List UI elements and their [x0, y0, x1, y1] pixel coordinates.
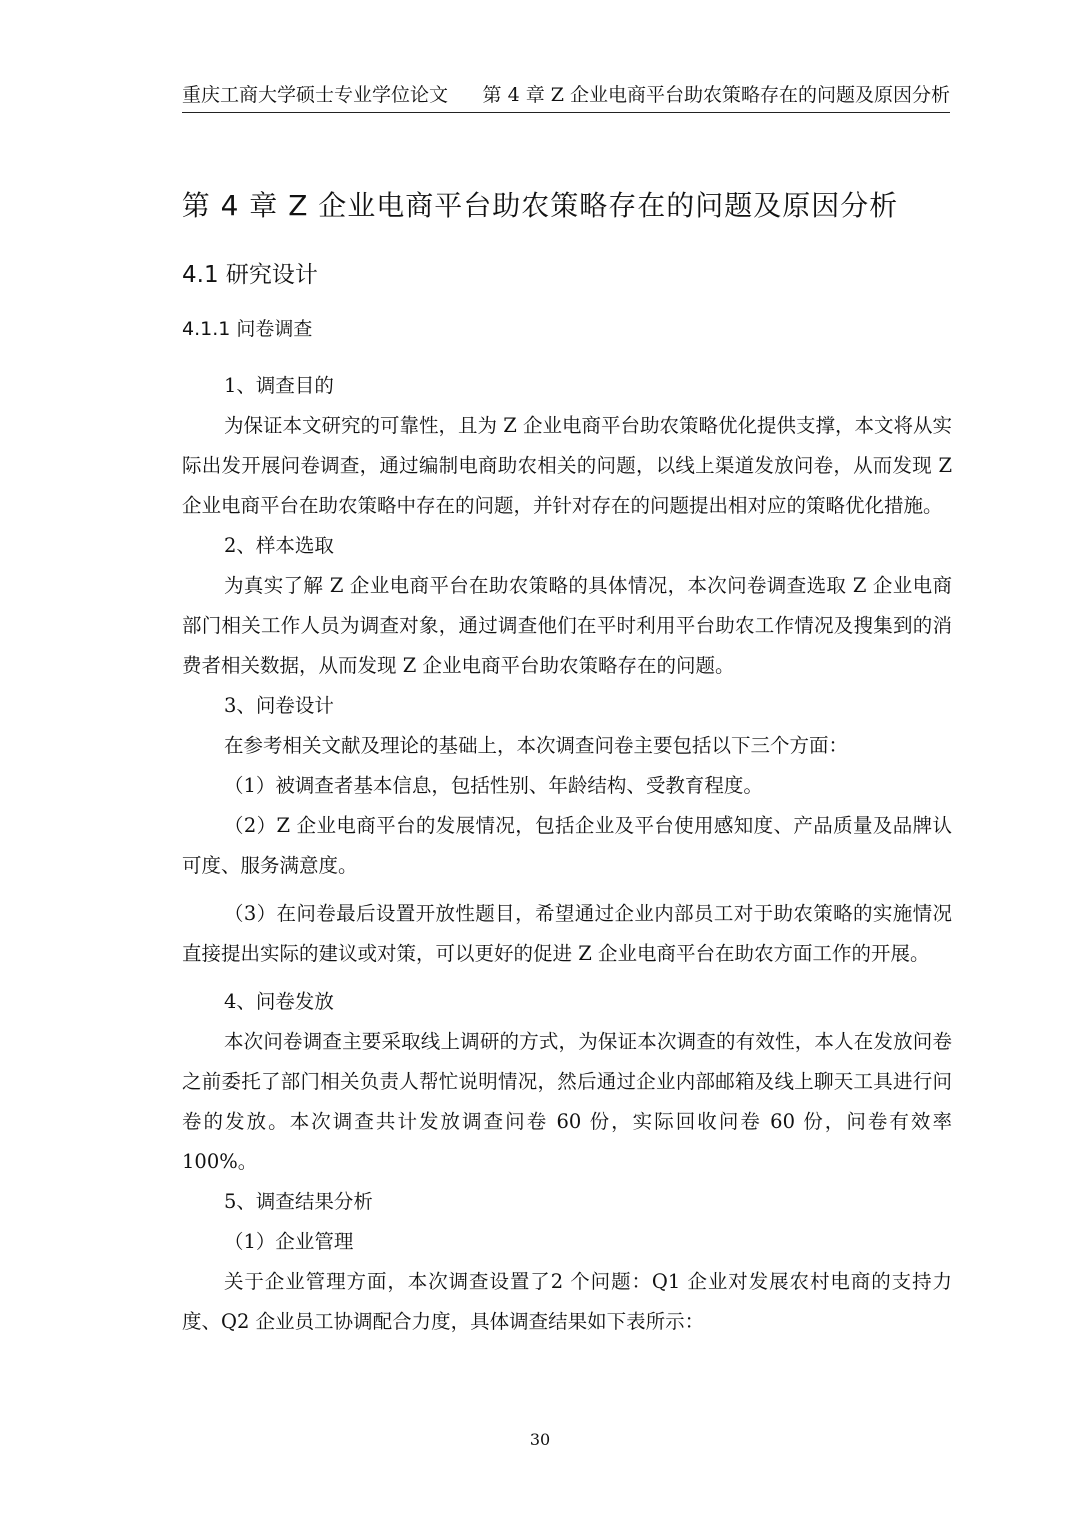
- paragraph-design-intro: 在参考相关文献及理论的基础上，本次调查问卷主要包括以下三个方面：: [224, 734, 849, 757]
- paragraph-survey-purpose-heading: 1、调查目的: [224, 374, 334, 397]
- paragraph-design-item-3: （3）在问卷最后设置开放性题目，希望通过企业内部员工对于助农策略的实施情况直接提出实际的建议或对策，可以更好的促进 Z 企业电商平台在助农方面工作的开展。: [182, 902, 952, 965]
- paragraph-design-heading: 3、问卷设计: [224, 694, 334, 717]
- paragraph-management: 关于企业管理方面，本次调查设置了2 个问题：Q1 企业对发展农村电商的支持力度、Q2 企业员工协调配合力度，具体调查结果如下表所示：: [182, 1270, 952, 1333]
- section-title: 4.1 研究设计: [182, 262, 318, 288]
- header-thesis-name: 重庆工商大学硕士专业学位论文: [182, 84, 449, 106]
- paragraph-design-item-2: （2）Z 企业电商平台的发展情况，包括企业及平台使用感知度、产品质量及品牌认可度、服务满意度。: [182, 814, 952, 877]
- chapter-title: 第 4 章 Z 企业电商平台助农策略存在的问题及原因分析: [181, 189, 899, 222]
- paragraph-survey-purpose: 为保证本文研究的可靠性，且为 Z 企业电商平台助农策略优化提供支撑，本文将从实际出发开展问卷调查，通过编制电商助农相关的问题，以线上渠道发放问卷，从而发现 Z 企业电商平台在助农策略中存在的问题，并针对存在的问题提出相对应的策略优化措施。: [182, 414, 952, 517]
- paragraph-sample: 为真实了解 Z 企业电商平台在助农策略的具体情况，本次问卷调查选取 Z 企业电商部门相关工作人员为调查对象，通过调查他们在平时利用平台助农工作情况及搜集到的消费者相关数据，从而发现 Z 企业电商平台助农策略存在的问题。: [182, 574, 952, 677]
- paragraph-distribution: 本次问卷调查主要采取线上调研的方式，为保证本次调查的有效性，本人在发放问卷之前委托了部门相关负责人帮忙说明情况，然后通过企业内部邮箱及线上聊天工具进行问卷的发放。本次调查共计发放调查问卷 60 份，实际回收问卷 60 份，问卷有效率 100%。: [182, 1030, 952, 1173]
- header-chapter-name: 第 4 章 Z 企业电商平台助农策略存在的问题及原因分析: [482, 84, 950, 106]
- paragraph-management-heading: （1）企业管理: [224, 1230, 354, 1253]
- subsection-title: 4.1.1 问卷调查: [182, 318, 313, 340]
- page-number: 30: [529, 1430, 551, 1449]
- paragraph-distribution-heading: 4、问卷发放: [224, 990, 334, 1013]
- paragraph-design-item-1: （1）被调查者基本信息，包括性别、年龄结构、受教育程度。: [224, 774, 763, 797]
- body-text: [182, 366, 952, 1342]
- running-header: [182, 82, 950, 113]
- paragraph-sample-heading: 2、样本选取: [224, 534, 334, 557]
- paragraph-results-heading: 5、调查结果分析: [224, 1190, 373, 1213]
